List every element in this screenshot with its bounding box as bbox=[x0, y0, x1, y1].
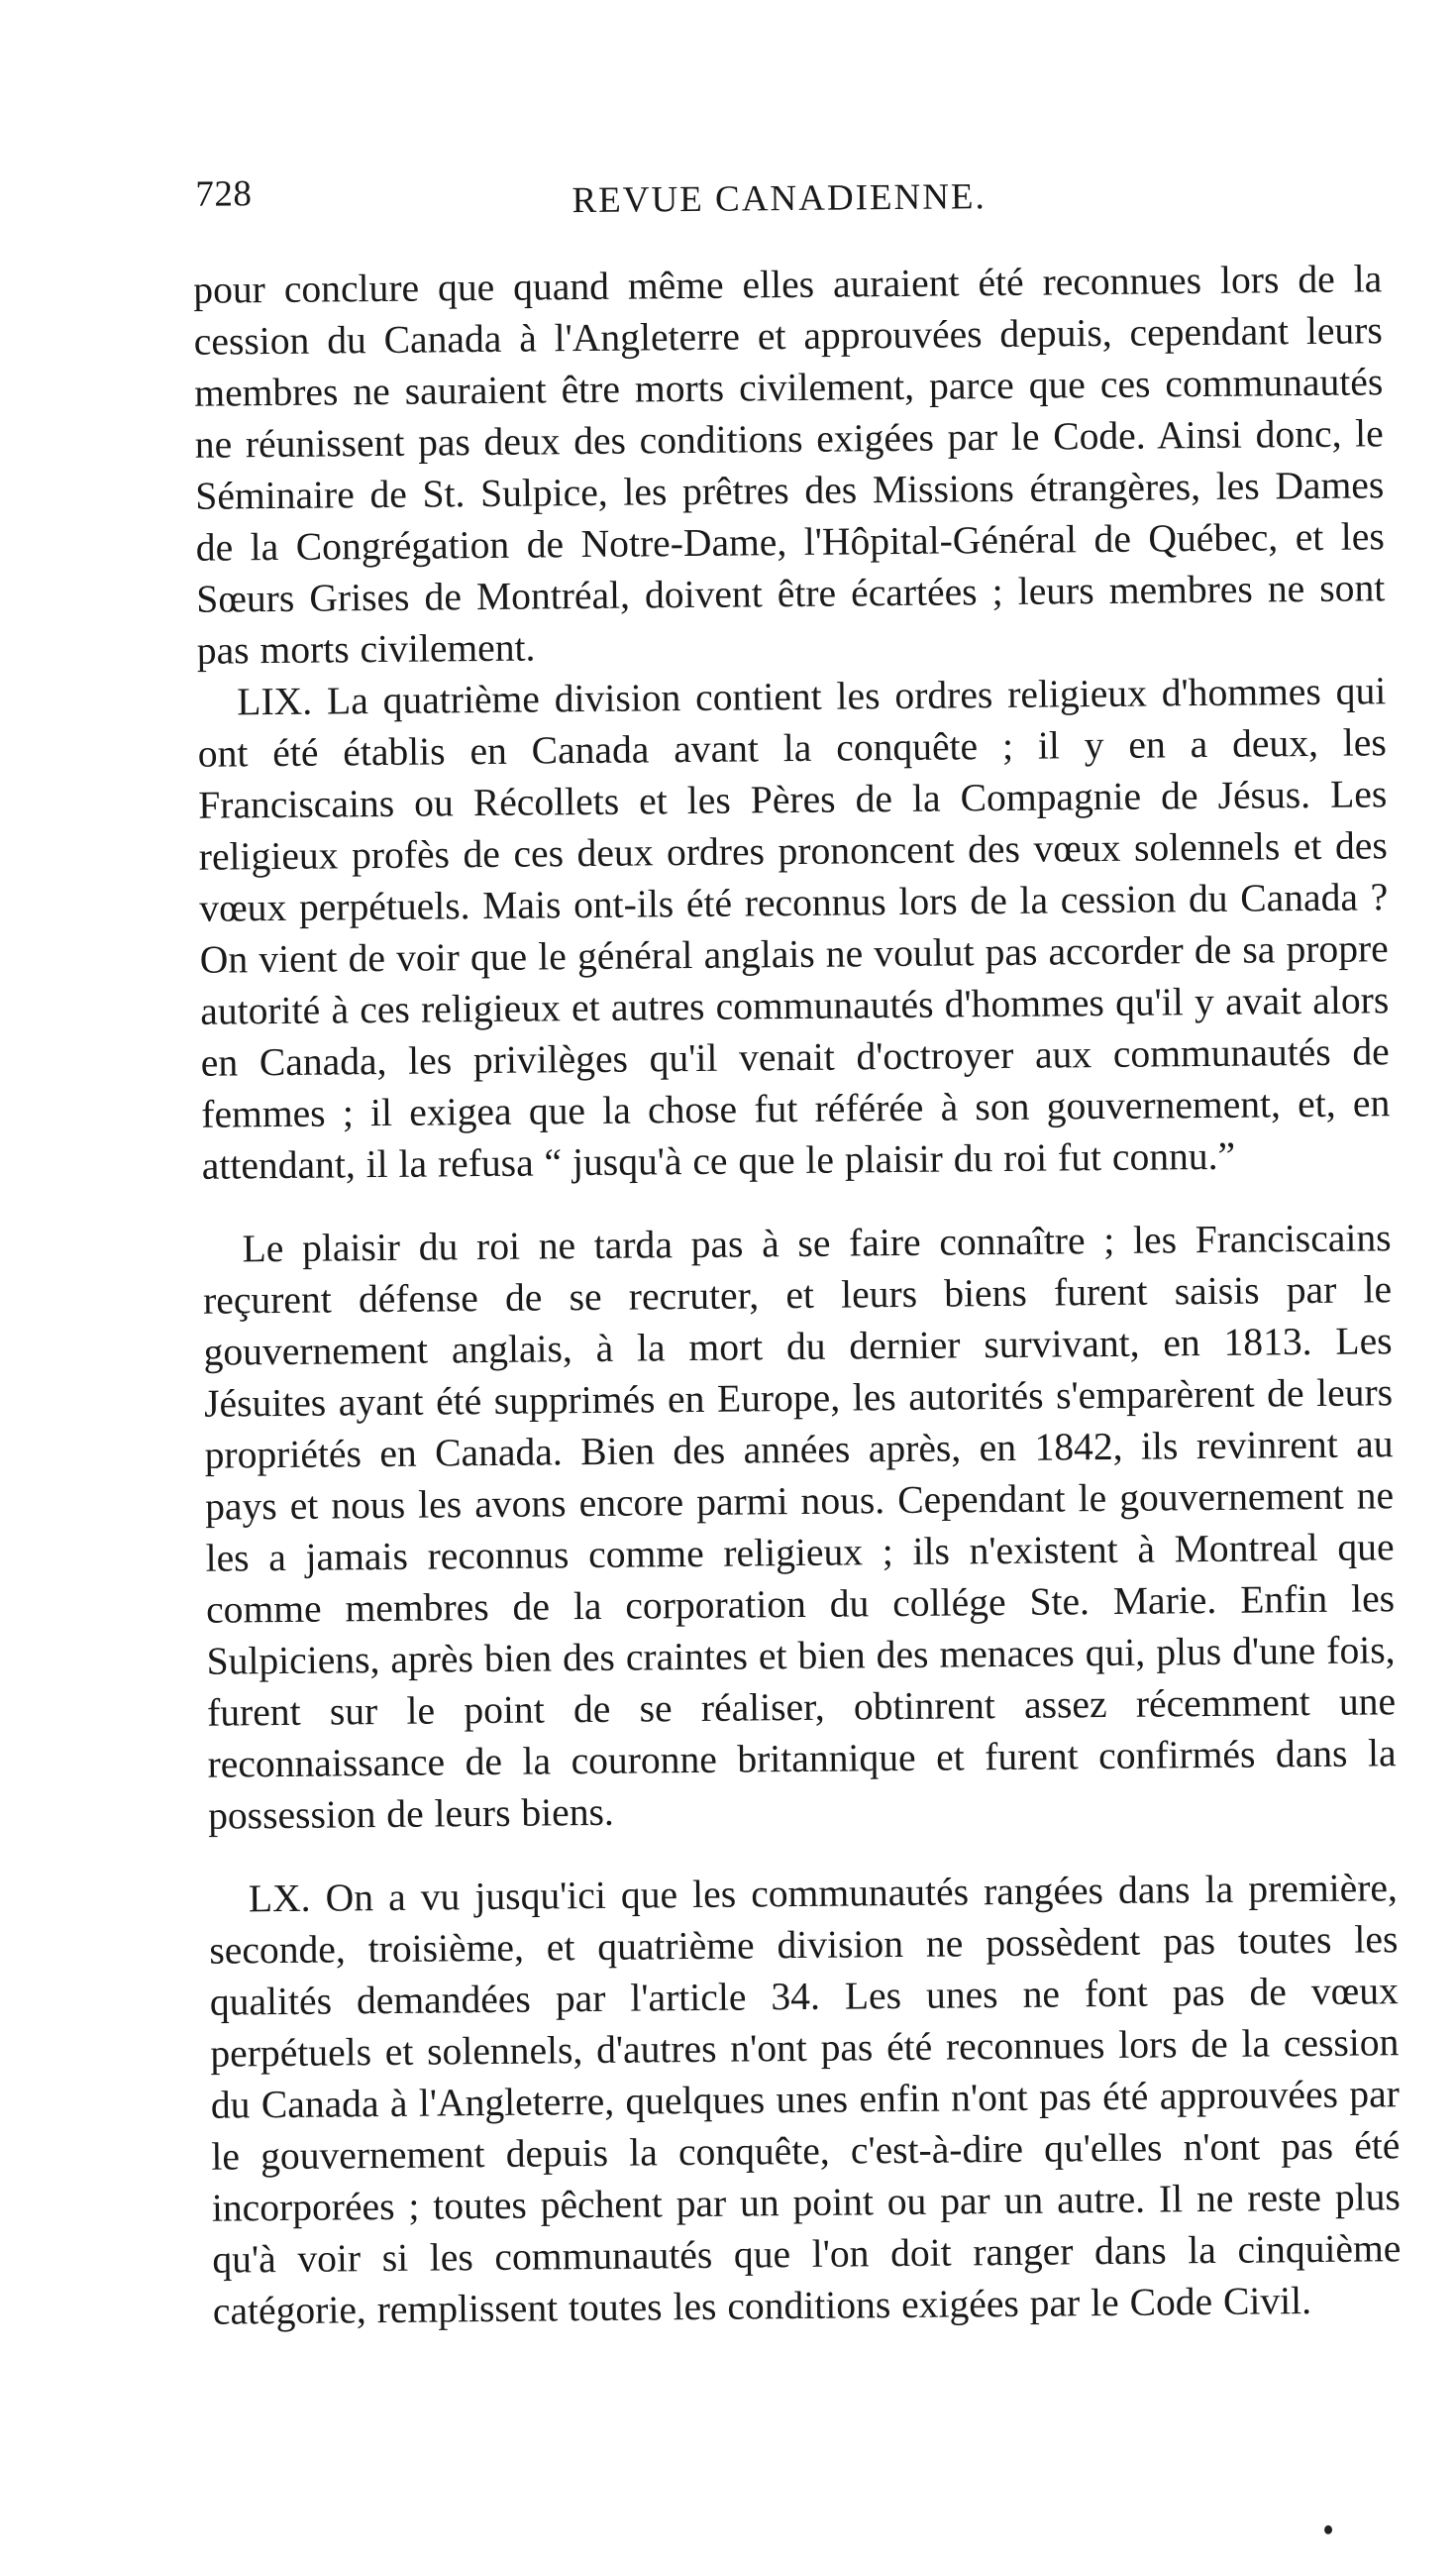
paragraph-lix: LIX. La quatrième division contient les ordres religieux d'hommes qui ont été établis en Canada avant la conquête ; il y en a deux, les Franciscains ou Récollets et les Pères de la Compagnie de Jésus. Les religieux profès de ces deux ordres prononcent des vœux solennels et des vœux perpétuels. Mais ont-ils été reconnus lors de la cession du Canada ? On vient de voir que le général anglais ne voulut pas accorder de sa propre autorité à ces religieux et autres communautés d'hommes qu'il y avait alors en Canada, les privilèges qu'il venait d'octroyer aux communautés de femmes ; il exigea que la chose fut référée à son gouvernement, et, en attendant, il la refusa “ jusqu'à ce que le plaisir du roi fut connu.” bbox=[197, 669, 1391, 1188]
ink-speck bbox=[1324, 2525, 1332, 2534]
paragraph-plaisir-du-roi: Le plaisir du roi ne tarda pas à se faire connaître ; les Franciscains reçurent défense de se recruter, et leurs biens furent saisis par le gouvernement anglais, à la mort du dernier survivant, en 1813. Les Jésuites ayant été supprimés en Europe, les autorités s'emparèrent de leurs propriétés en Canada. Bien des années après, en 1842, ils revinrent au pays et nous les avons encore parmi nous. Cependant le gouvernement ne les a jamais reconnus comme religieux ; ils n'existent à Montreal que comme membres de la corporation du collége Ste. Marie. Enfin les Sulpiciens, après bien des craintes et bien des menaces qui, plus d'une fois, furent sur le point de se réaliser, obtinrent assez récemment une reconnaissance de la couronne britannique et furent confirmés dans la possession de leurs biens. bbox=[202, 1216, 1397, 1838]
page-number: 728 bbox=[195, 173, 253, 215]
running-title: REVUE CANADIENNE. bbox=[572, 176, 987, 222]
page-header bbox=[195, 165, 1048, 233]
paragraph-continuation: pour conclure que quand même elles auraient été reconnues lors de la cession du Canada à l'Angleterre et approuvées depuis, cependant leurs membres ne sauraient être morts civilement, parce que ces communautés ne réunissent pas deux des conditions exigées par le Code. Ainsi donc, le Séminaire de St. Sulpice, les prêtres des Missions étrangères, les Dames de la Congrégation de Notre-Dame, l'Hôpital-Général de Québec, et les Sœurs Grises de Montréal, doivent être écartées ; leurs membres ne sont pas morts civilement. bbox=[193, 257, 1386, 673]
paragraph-lx: LX. On a vu jusqu'ici que les communautés rangées dans la première, seconde, troisième, et quatrième division ne possèdent pas toutes les qualités demandées par l'article 34. Les unes ne font pas de vœux perpétuels et solennels, d'autres n'ont pas été reconnues lors de la cession du Canada à l'Angleterre, quelques unes enfin n'ont pas été approuvées par le gouvernement depuis la conquête, c'est-à-dire qu'elles n'ont pas été incorporées ; toutes pêchent par un point ou par un autre. Il ne reste plus qu'à voir si les communautés que l'on doit ranger dans la cinquième catégorie, remplissent toutes les conditions exigées par le Code Civil. bbox=[209, 1866, 1402, 2333]
body-text bbox=[193, 253, 1402, 2336]
